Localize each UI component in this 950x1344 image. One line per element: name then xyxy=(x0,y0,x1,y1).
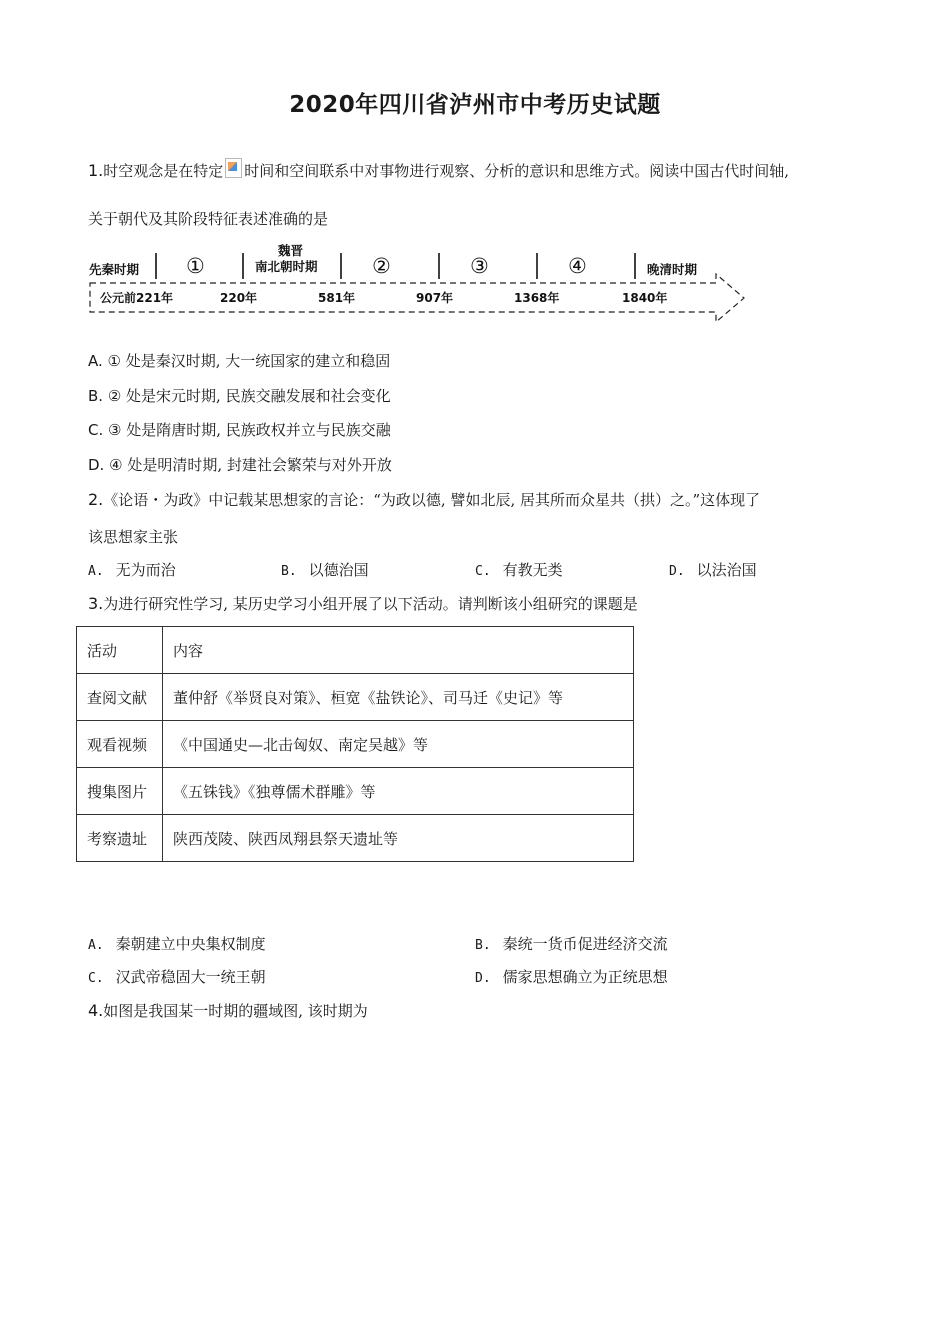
period-xianqin: 先秦时期 xyxy=(89,262,140,277)
option-text: ① 处是秦汉时期, 大一统国家的建立和稳固 xyxy=(107,352,391,370)
q3-stem xyxy=(88,594,638,614)
year-1368: 1368年 xyxy=(514,291,560,305)
period-marker-1: ① xyxy=(186,254,205,278)
period-marker-2: ② xyxy=(372,254,391,278)
option-letter: B. xyxy=(281,564,297,579)
q2-stem-line2: 该思想家主张 xyxy=(88,528,179,546)
year-907: 907年 xyxy=(416,291,454,305)
option-letter: C. xyxy=(88,971,104,986)
activity-table xyxy=(76,626,634,862)
table-cell: 陕西茂陵、陕西凤翔县祭天遗址等 xyxy=(163,815,634,862)
option-letter: C. xyxy=(475,564,491,579)
table-cell: 搜集图片 xyxy=(77,768,163,815)
q3-option-a xyxy=(88,934,266,956)
table-row xyxy=(77,674,634,721)
table-cell: 观看视频 xyxy=(77,721,163,768)
q2-option-c xyxy=(475,560,563,582)
year-1840: 1840年 xyxy=(622,291,668,305)
q2-option-a xyxy=(88,560,176,582)
q1-stem-part2: 时间和空间联系中对事物进行观察、分析的意识和思维方式。阅读中国古代时间轴, xyxy=(244,162,790,180)
q2-stem-text: 《论语・为政》中记载某思想家的言论：“为政以德, 譬如北辰, 居其所而众星共（拱）之。”这体现了 xyxy=(103,491,761,509)
q3-option-d xyxy=(475,967,668,989)
q1-stem-line1 xyxy=(88,158,789,181)
table-header-row xyxy=(77,627,634,674)
q1-stem-line2: 关于朝代及其阶段特征表述准确的是 xyxy=(88,210,329,228)
table-cell: 董仲舒《举贤良对策》、桓宽《盐铁论》、司马迁《史记》等 xyxy=(163,674,634,721)
table-cell: 查阅文献 xyxy=(77,674,163,721)
q4-number: 4. xyxy=(88,1001,104,1020)
period-wanqing: 晚清时期 xyxy=(647,262,698,277)
option-letter: C. xyxy=(88,421,104,439)
q3-number: 3. xyxy=(88,594,104,613)
year-581: 581年 xyxy=(318,291,356,305)
timeline-figure xyxy=(86,240,751,330)
option-text: 儒家思想确立为正统思想 xyxy=(502,968,668,986)
year-221bc: 公元前221年 xyxy=(100,291,174,305)
q1-option-d xyxy=(88,455,392,475)
q1-number: 1. xyxy=(88,161,104,180)
option-text: ② 处是宋元时期, 民族交融发展和社会变化 xyxy=(107,387,391,405)
option-letter: B. xyxy=(475,938,491,953)
table-row xyxy=(77,815,634,862)
option-text: 以德治国 xyxy=(308,561,369,579)
q1-option-b xyxy=(88,386,391,406)
year-220: 220年 xyxy=(220,291,258,305)
option-text: ③ 处是隋唐时期, 民族政权并立与民族交融 xyxy=(108,421,391,439)
table-header-cell: 内容 xyxy=(163,627,634,674)
option-letter: D. xyxy=(475,971,491,986)
period-marker-4: ④ xyxy=(568,254,587,278)
option-letter: A. xyxy=(88,564,104,579)
q1-option-c xyxy=(88,420,391,440)
option-text: 有教无类 xyxy=(502,561,563,579)
q3-stem-text: 为进行研究性学习, 某历史学习小组开展了以下活动。请判断该小组研究的课题是 xyxy=(103,595,638,613)
period-nanbeichao: 南北朝时期 xyxy=(255,259,318,274)
table-row xyxy=(77,768,634,815)
q1-option-a xyxy=(88,351,390,371)
period-separators xyxy=(156,253,635,279)
table-cell: 考察遗址 xyxy=(77,815,163,862)
option-text: 以法治国 xyxy=(696,561,757,579)
page-title: 2020年四川省泸州市中考历史试题 xyxy=(289,92,661,118)
q1-stem-part1: 时空观念是在特定 xyxy=(103,162,224,180)
option-text: 秦朝建立中央集权制度 xyxy=(115,935,266,953)
option-text: ④ 处是明清时期, 封建社会繁荣与对外开放 xyxy=(109,456,392,474)
q3-option-c xyxy=(88,967,266,989)
option-letter: D. xyxy=(88,456,105,474)
q2-option-d xyxy=(669,560,757,582)
option-letter: A. xyxy=(88,938,104,953)
option-letter: A. xyxy=(88,352,103,370)
table-cell: 《中国通史—北击匈奴、南定吴越》等 xyxy=(163,721,634,768)
broken-image-icon xyxy=(225,158,242,178)
q4-stem xyxy=(88,1001,368,1021)
q2-number: 2. xyxy=(88,490,104,509)
option-text: 无为而治 xyxy=(115,561,176,579)
table-row xyxy=(77,721,634,768)
q2-stem-line1 xyxy=(88,490,760,510)
table-header-cell: 活动 xyxy=(77,627,163,674)
option-letter: B. xyxy=(88,387,104,405)
option-text: 汉武帝稳固大一统王朝 xyxy=(115,968,266,986)
q3-option-b xyxy=(475,934,668,956)
period-weijin: 魏晋 xyxy=(278,243,304,258)
option-letter: D. xyxy=(669,564,685,579)
table-cell: 《五铢钱》《独尊儒术群雕》等 xyxy=(163,768,634,815)
period-marker-3: ③ xyxy=(470,254,489,278)
q2-option-b xyxy=(281,560,369,582)
option-text: 秦统一货币促进经济交流 xyxy=(502,935,668,953)
q4-stem-text: 如图是我国某一时期的疆域图, 该时期为 xyxy=(103,1002,368,1020)
